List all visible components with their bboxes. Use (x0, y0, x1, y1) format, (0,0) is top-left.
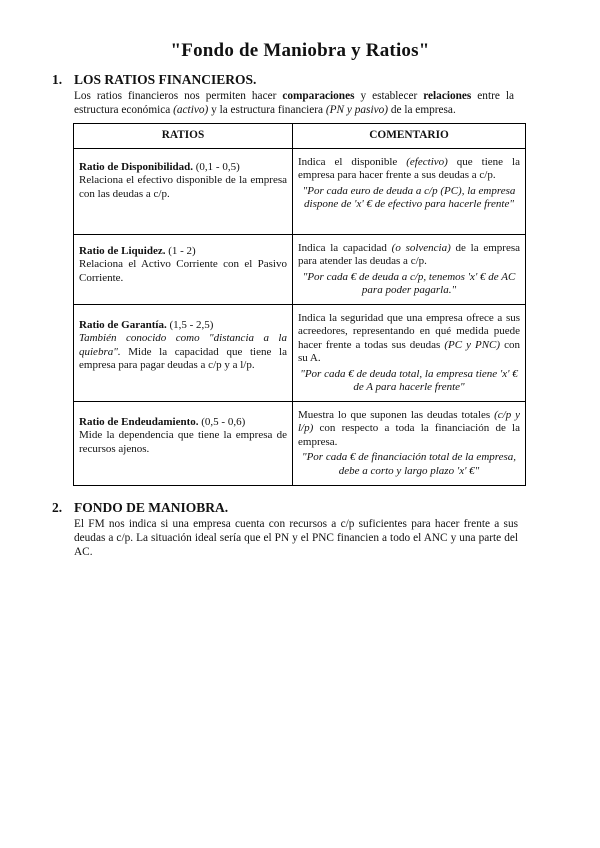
comment-text: de la empresa para atender las deudas a c/p. (298, 241, 521, 267)
comment-cell (293, 234, 526, 304)
comment-quote: "Por cada € de deuda a c/p, tenemos 'x' € de AC para poder pagarla." (302, 270, 516, 296)
comment-quote: "Por cada € de financiación total de la empresa, debe a corto y largo plazo 'x' €" (301, 451, 517, 477)
comment-quote: "Por cada € de deuda total, la empresa tiene 'x' € de A para hacerle frente" (300, 367, 518, 393)
comment-text: con respecto a toda la financiación de la empresa. (298, 422, 520, 448)
ratio-range: (1,5 - 2,5) (166, 318, 214, 331)
section-1-heading (52, 72, 256, 88)
comment-text: Indica la capacidad (298, 241, 392, 254)
ratio-name: Ratio de Disponibilidad. (79, 160, 194, 173)
ratio-description: Relaciona el Activo Corriente con el Pasivo Corriente. (79, 258, 287, 284)
table-row (74, 401, 526, 485)
comment-text: Indica el disponible (298, 155, 407, 168)
comment-cell (293, 401, 526, 485)
comment-text: con su A. (298, 338, 520, 364)
comment-cell (293, 148, 526, 234)
table-row (74, 234, 526, 304)
ratio-cell (74, 401, 293, 485)
intro-bold-relaciones: relaciones (423, 90, 472, 102)
table-row (74, 148, 526, 234)
ratio-name: Ratio de Garantía. (79, 318, 167, 331)
ratio-name: Ratio de Liquidez. (79, 244, 166, 257)
ratio-cell (74, 234, 293, 304)
comment-italic: (o solvencia) (391, 241, 451, 254)
comment-cell (293, 304, 526, 401)
ratio-description: Mide la dependencia que tiene la empresa de recursos ajenos. (79, 429, 287, 455)
comment-text: Muestra lo que suponen las deudas totales (298, 408, 495, 421)
ratio-range: (1 - 2) (165, 244, 196, 257)
intro-text: y establecer (354, 90, 424, 102)
intro-text: entre la estructura económica (74, 90, 514, 116)
intro-italic-pn-pasivo: (PN y pasivo) (325, 104, 389, 116)
intro-text: de la empresa. (388, 104, 456, 116)
comment-italic: (efectivo) (406, 155, 448, 168)
section-1-number: 1. (52, 72, 63, 87)
section-2-title: FONDO DE MANIOBRA. (74, 500, 229, 515)
intro-text: y la estructura financiera (208, 104, 326, 116)
intro-bold-comparaciones: comparaciones (282, 90, 355, 102)
comment-text: Indica la seguridad que una empresa ofrece a sus acreedores, representando en qué medida puede hacer frente a todas sus deudas (298, 311, 520, 351)
header-ratios: RATIOS (74, 124, 293, 149)
ratio-cell (74, 304, 293, 401)
section-1-title: LOS RATIOS FINANCIEROS. (74, 72, 257, 87)
comment-italic: (c/p y l/p) (298, 408, 520, 434)
ratio-cell (74, 148, 293, 234)
section-2-text: El FM nos indica si una empresa cuenta con recursos a c/p suficientes para hacer frente a sus deudas a c/p. La situación ideal sería que el PN y el PNC financien a todo el ANC y una parte del AC. (74, 518, 518, 558)
ratio-range: (0,5 - 0,6) (198, 415, 246, 428)
ratio-range: (0,1 - 0,5) (193, 160, 240, 173)
comment-text: que tiene la empresa para hacer frente a sus deudas a c/p. (298, 155, 520, 181)
section-2-heading (52, 500, 228, 516)
page-title: "Fondo de Maniobra y Ratios" (170, 40, 430, 61)
ratio-note: También conocido como "distancia a la quiebra". (79, 332, 287, 358)
table-row (74, 304, 526, 401)
header-comentario: COMENTARIO (293, 124, 526, 149)
ratio-name: Ratio de Endeudamiento. (79, 415, 199, 428)
ratios-table (73, 123, 526, 486)
ratio-description: Relaciona el efectivo disponible de la empresa con las deudas a c/p. (79, 174, 287, 200)
intro-text: Los ratios financieros nos permiten hacer (74, 90, 283, 102)
comment-quote: "Por cada euro de deuda a c/p (PC), la empresa dispone de 'x' € de efectivo para hacerle frente" (302, 184, 516, 210)
section-1-intro (74, 89, 514, 117)
ratio-description: Mide la capacidad que tiene la empresa para pagar deudas a c/p y a l/p. (79, 345, 287, 371)
intro-italic-activo: (activo) (173, 104, 209, 116)
comment-italic: (PC y PNC) (444, 338, 501, 351)
section-2-number: 2. (52, 500, 63, 515)
table-header-row (74, 124, 526, 149)
